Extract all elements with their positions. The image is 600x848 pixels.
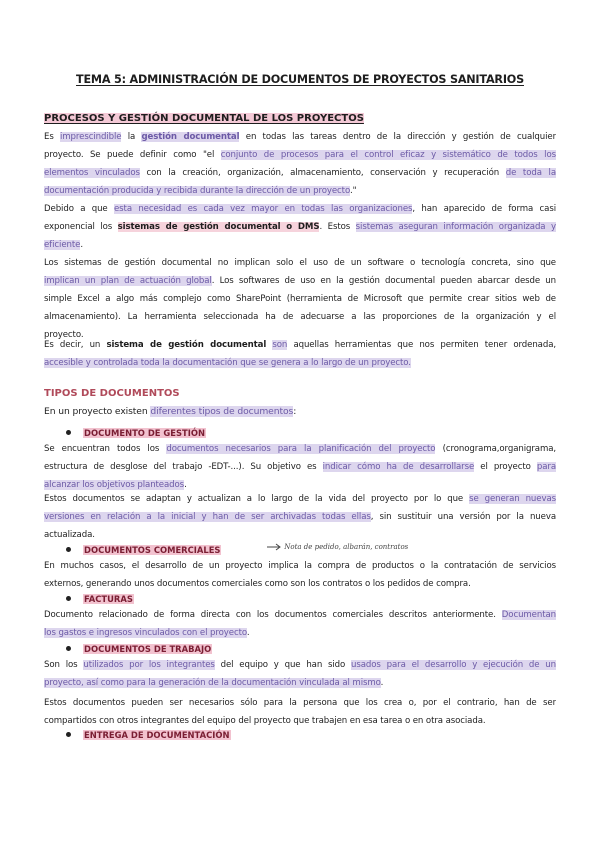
document-title [44, 73, 556, 86]
text-line: Son los utilizados por los integrantes del equipo y que han sido usados para el desarrollo y ejecución de un [44, 660, 556, 670]
section-heading-procesos [44, 113, 364, 124]
text-line: estructura de desglose del trabajo -EDT-...). Su objetivo es indicar cómo ha de desarrollarse el proyecto para [44, 462, 556, 472]
text-line: implican un plan de actuación global. Los softwares de uso en la gestión documental pueden abarcar desde un [44, 276, 556, 286]
text-line: accesible y controlada toda la documentación que se genera a lo largo de un proyecto. [44, 358, 411, 368]
paragraph-gestion-2 [44, 490, 556, 544]
text-line: exponencial los sistemas de gestión documental o DMS. Estos sistemas aseguran información organizada y [44, 222, 556, 232]
paragraph-dms [44, 200, 556, 254]
text-line: En un proyecto existen diferentes tipos de documentos: [44, 406, 297, 417]
text-line: Estos documentos se adaptan y actualizan a lo largo de la vida del proyecto por lo que se generan nuevas [44, 494, 556, 504]
text-line: los gastos e ingresos vinculados con el proyecto. [44, 628, 250, 638]
paragraph-definition [44, 128, 556, 200]
bullet-label: FACTURAS [84, 594, 133, 604]
bullet-documento-gestion [66, 428, 206, 438]
paragraph-tipos-intro [44, 403, 556, 421]
text-line: almacenamiento). La herramienta seleccionada ha de adecuarse a las proporciones de la organización y el [44, 312, 556, 322]
text-line: alcanzar los objetivos planteados. [44, 480, 187, 490]
section-heading-text: PROCESOS Y GESTIÓN DOCUMENTAL DE LOS PROYECTOS [44, 113, 364, 124]
text-line: Los sistemas de gestión documental no implican solo el uso de un software o tecnología concreta, sino que [44, 258, 556, 268]
bullet-dot [66, 596, 71, 601]
text-line: eficiente. [44, 240, 83, 250]
text-line: Es imprescindible la gestión documental en todas las tareas dentro de la dirección y gestión de cualquier [44, 132, 556, 142]
paragraph-gestion-1 [44, 440, 556, 494]
bullet-entrega-documentacion [66, 730, 231, 740]
bullet-documentos-trabajo [66, 644, 212, 654]
paragraph-summary [44, 336, 556, 372]
text-line: compartidos con otros integrantes del equipo del proyecto que trabajen en esa tarea o en otra asociada. [44, 716, 486, 726]
title-text: TEMA 5: ADMINISTRACIÓN DE DOCUMENTOS DE PROYECTOS SANITARIOS [76, 73, 524, 86]
text-line: simple Excel a algo más complejo como SharePoint (herramienta de Microsoft que permite crear sitios web de [44, 294, 556, 304]
paragraph-trabajo-1 [44, 656, 556, 692]
bullet-dot [66, 732, 71, 737]
bullet-dot [66, 547, 71, 552]
text-line: Es decir, un sistema de gestión documental son aquellas herramientas que nos permiten tener ordenada, [44, 340, 556, 350]
bullet-documentos-comerciales [66, 545, 221, 555]
text-line: Documento relacionado de forma directa con los documentos comerciales descritos anteriormente. Documentan [44, 610, 556, 620]
bullet-label: DOCUMENTOS COMERCIALES [84, 545, 221, 555]
paragraph-comerciales [44, 557, 556, 593]
text-line: actualizada. [44, 530, 95, 540]
bullet-dot [66, 430, 71, 435]
paragraph-facturas [44, 606, 556, 642]
text-line: proyecto. [44, 330, 84, 340]
bullet-dot [66, 646, 71, 651]
handwritten-text: Nota de pedido, albarán, contratos [284, 543, 409, 551]
text-line: Debido a que esta necesidad es cada vez mayor en todas las organizaciones, han aparecido de forma casi [44, 204, 556, 214]
text-line: documentación producida y recibida durante la dirección de un proyecto." [44, 186, 357, 196]
text-line: Se encuentran todos los documentos necesarios para la planificación del proyecto (cronograma,organigrama, [44, 444, 556, 454]
bullet-facturas [66, 594, 134, 604]
handwritten-note [266, 542, 408, 552]
arrow-icon [266, 542, 282, 552]
text-line: externos, generando unos documentos comerciales como son los contratos o los pedidos de compra. [44, 579, 471, 589]
bullet-label: ENTREGA DE DOCUMENTACIÓN [84, 730, 230, 740]
text-line: elementos vinculados con la creación, organización, almacenamiento, conservación y recuperación de toda la [44, 168, 556, 178]
section-heading-tipos: TIPOS DE DOCUMENTOS [44, 388, 180, 399]
text-line: versiones en relación a la inicial y han de ser archivadas todas ellas, sin sustituir una versión por la nueva [44, 512, 556, 522]
paragraph-software [44, 254, 556, 344]
bullet-label: DOCUMENTOS DE TRABAJO [84, 644, 212, 654]
bullet-label: DOCUMENTO DE GESTIÓN [84, 428, 206, 438]
text-line: proyecto, así como para la generación de la documentación vinculada al mismo. [44, 678, 384, 688]
text-line: proyecto. Se puede definir como "el conjunto de procesos para el control eficaz y sistemático de todos los [44, 150, 556, 160]
text-line: En muchos casos, el desarrollo de un proyecto implica la compra de productos o la contratación de servicios [44, 561, 556, 571]
text-line: Estos documentos pueden ser necesarios sólo para la persona que los crea o, por el contrario, han de ser [44, 698, 556, 708]
paragraph-trabajo-2 [44, 694, 556, 730]
